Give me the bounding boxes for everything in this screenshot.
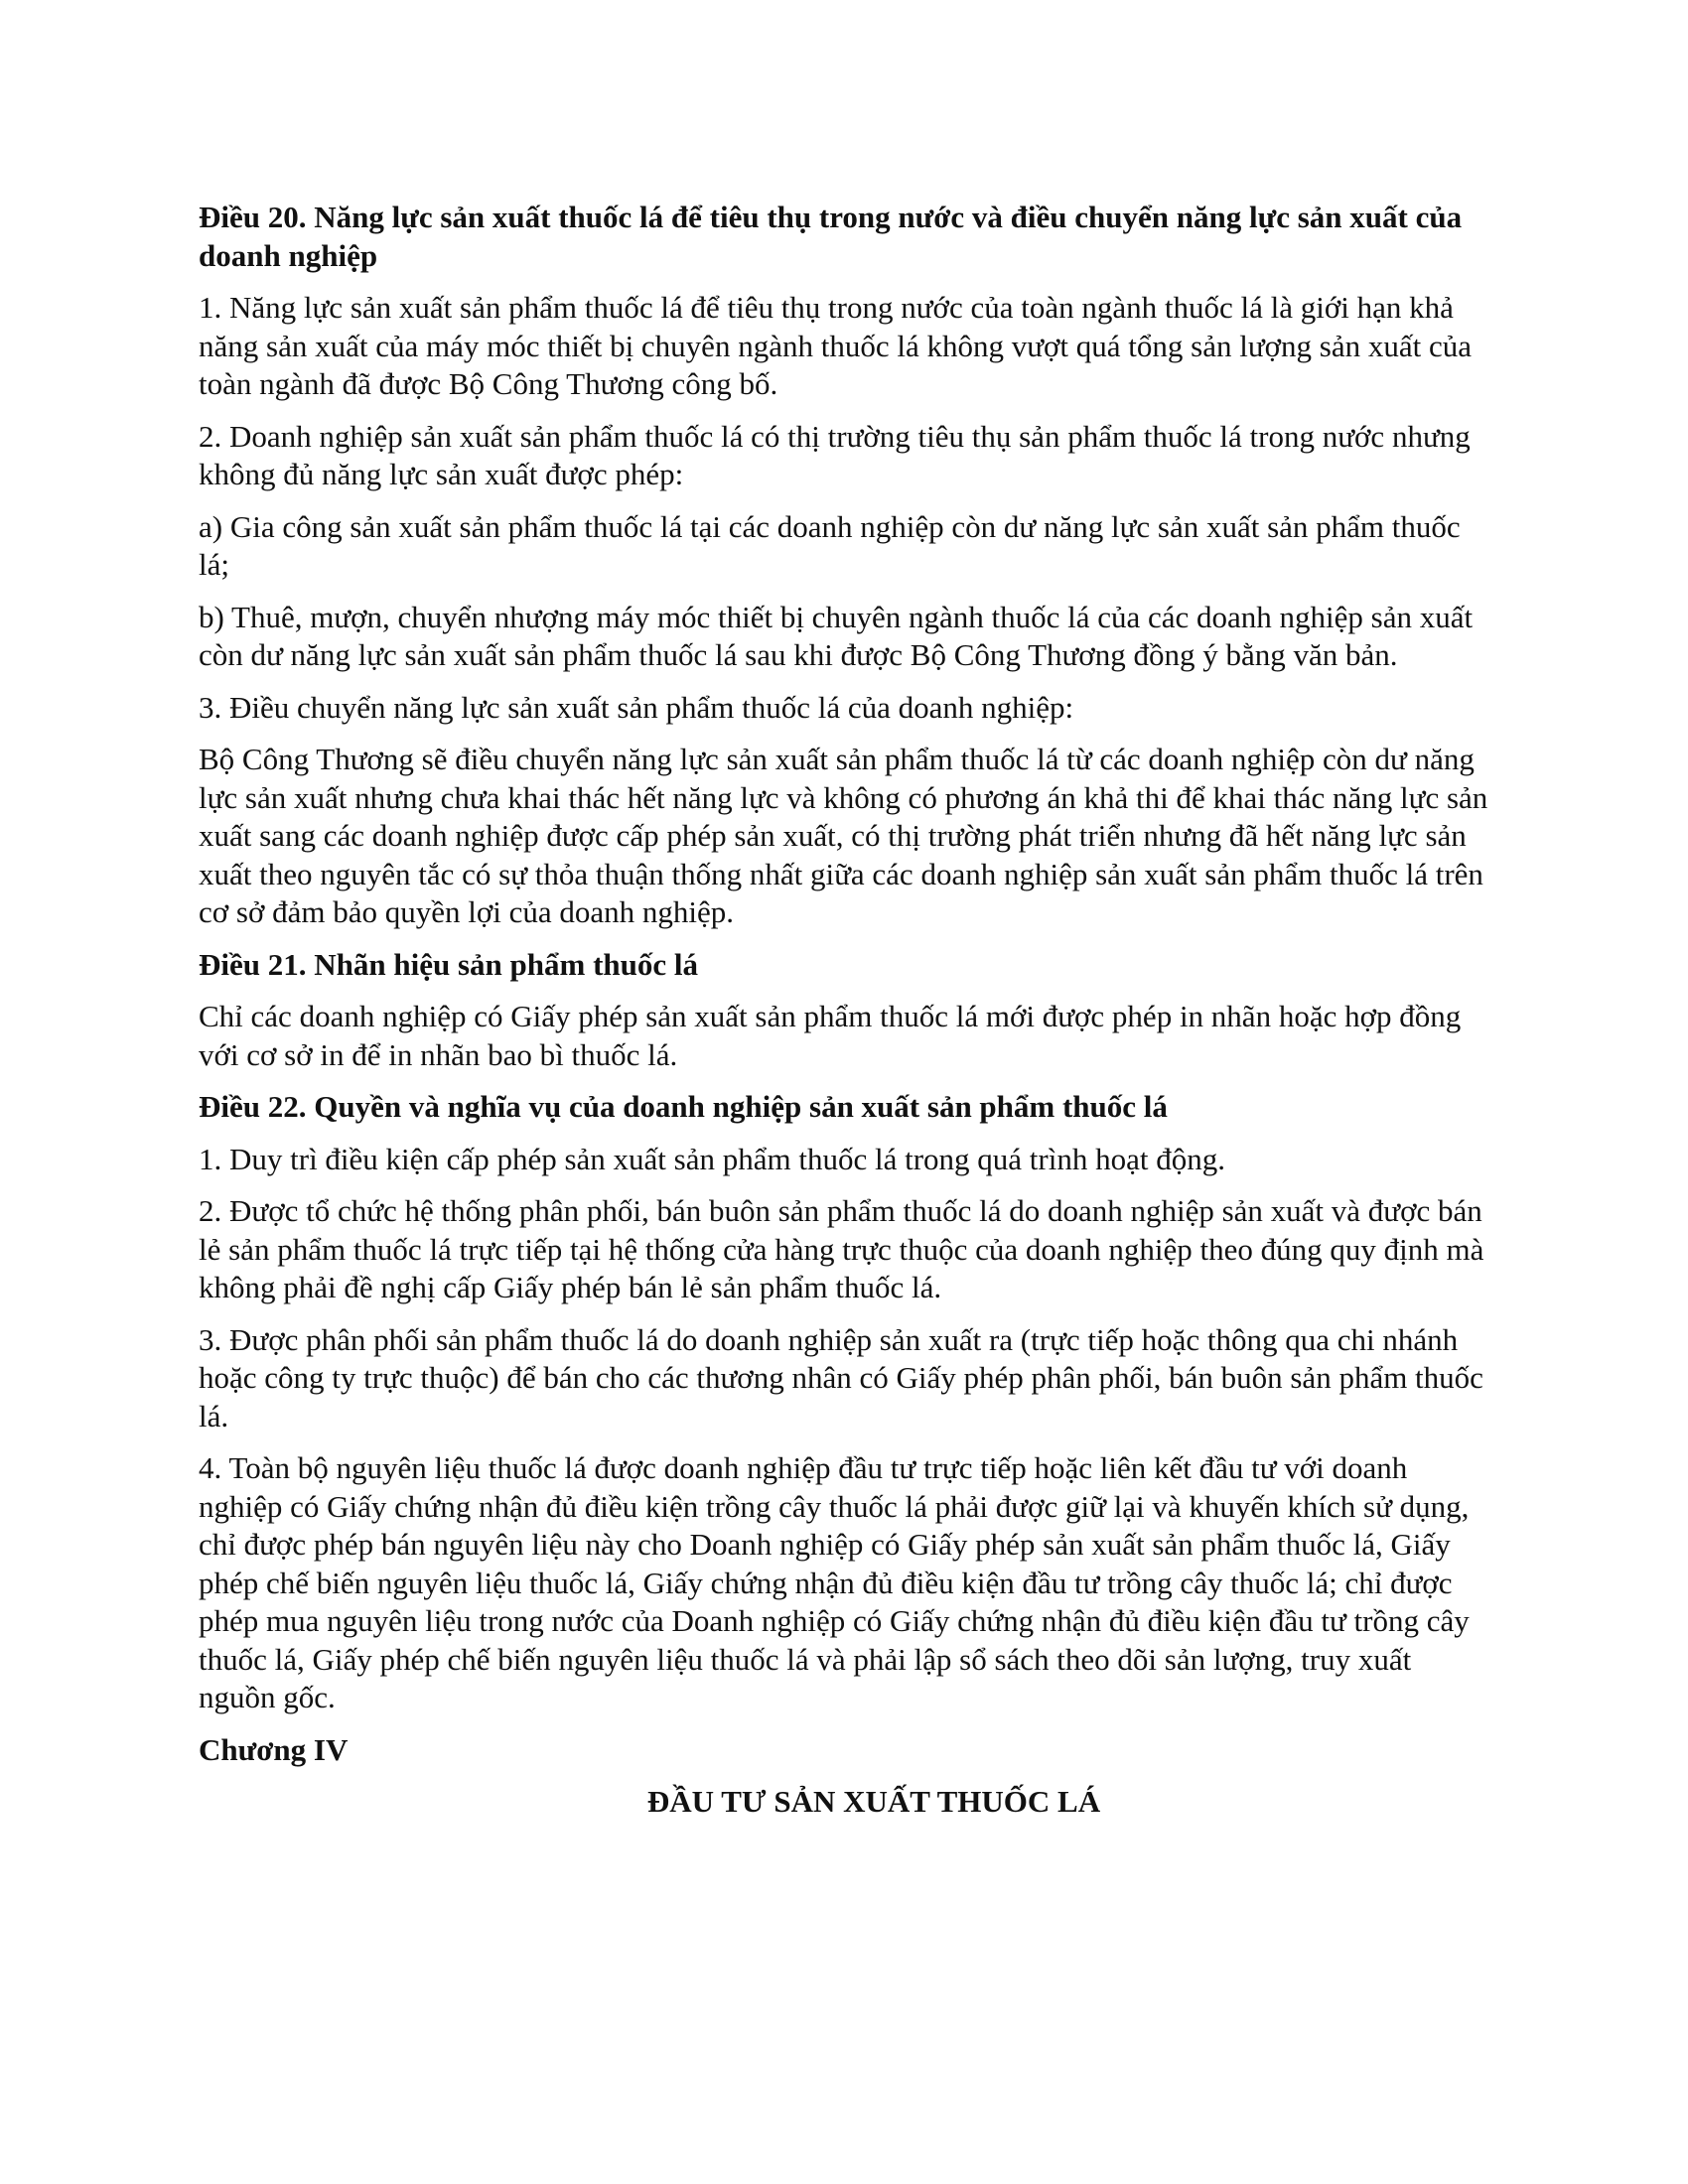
article-20-clause-1: 1. Năng lực sản xuất sản phẩm thuốc lá để tiêu thụ trong nước của toàn ngành thuốc lá là giới hạn khả năng sản xuất của máy móc thiết bị chuyên ngành thuốc lá không vượt quá tổng sản lượng sản xuất của toàn ngành đã được Bộ Công Thương công bố.	[199, 290, 1472, 401]
article-20-clause-2b: b) Thuê, mượn, chuyển nhượng máy móc thiết bị chuyên ngành thuốc lá của các doanh nghiệp sản xuất còn dư năng lực sản xuất sản phẩm thuốc lá sau khi được Bộ Công Thương đồng ý bằng văn bản.	[199, 599, 1474, 672]
chapter-label: Chương IV	[199, 1731, 349, 1767]
article-21-body: Chỉ các doanh nghiệp có Giấy phép sản xuất sản phẩm thuốc lá mới được phép in nhãn hoặc hợp đồng với cơ sở in để in nhãn bao bì thuốc lá.	[199, 999, 1462, 1072]
document-page	[199, 199, 1489, 1836]
article-21-title: Điều 21. Nhãn hiệu sản phẩm thuốc lá	[199, 946, 699, 982]
article-22-clause-3: 3. Được phân phối sản phẩm thuốc lá do doanh nghiệp sản xuất ra (trực tiếp hoặc thông qua chi nhánh hoặc công ty trực thuộc) để bán cho các thương nhân có Giấy phép phân phối, bán buôn sản phẩm thuốc lá.	[199, 1321, 1483, 1433]
article-20-title: Điều 20. Năng lực sản xuất thuốc lá để tiêu thụ trong nước và điều chuyển năng lực sản xuất của doanh nghiệp	[199, 200, 1463, 273]
article-22-clause-2: 2. Được tổ chức hệ thống phân phối, bán buôn sản phẩm thuốc lá do doanh nghiệp sản xuất và được bán lẻ sản phẩm thuốc lá trực tiếp tại hệ thống cửa hàng trực thuộc của doanh nghiệp theo đúng quy định mà không phải đề nghị cấp Giấy phép bán lẻ sản phẩm thuốc lá.	[199, 1193, 1484, 1304]
article-20-clause-2a: a) Gia công sản xuất sản phẩm thuốc lá tại các doanh nghiệp còn dư năng lực sản xuất sản phẩm thuốc lá;	[199, 508, 1461, 582]
article-22-title: Điều 22. Quyền và nghĩa vụ của doanh nghiệp sản xuất sản phẩm thuốc lá	[199, 1089, 1168, 1124]
article-20-clause-3: 3. Điều chuyển năng lực sản xuất sản phẩm thuốc lá của doanh nghiệp:	[199, 689, 1074, 725]
article-22-clause-1: 1. Duy trì điều kiện cấp phép sản xuất sản phẩm thuốc lá trong quá trình hoạt động.	[199, 1141, 1225, 1176]
article-22-clause-4: 4. Toàn bộ nguyên liệu thuốc lá được doanh nghiệp đầu tư trực tiếp hoặc liên kết đầu tư với doanh nghiệp có Giấy chứng nhận đủ điều kiện trồng cây thuốc lá phải được giữ lại và khuyến khích sử dụng, chỉ được phép bán nguyên liệu này cho Doanh nghiệp có Giấy phép sản xuất sản phẩm thuốc lá, Giấy phép chế biến nguyên liệu thuốc lá, Giấy chứng nhận đủ điều kiện đầu tư trồng cây thuốc lá; chỉ được phép mua nguyên liệu trong nước của Doanh nghiệp có Giấy chứng nhận đủ điều kiện đầu tư trồng cây thuốc lá, Giấy phép chế biến nguyên liệu thuốc lá và phải lập sổ sách theo dõi sản lượng, truy xuất nguồn gốc.	[199, 1450, 1470, 1714]
chapter-title: ĐẦU TƯ SẢN XUẤT THUỐC LÁ	[646, 1784, 1101, 1819]
article-20-clause-2: 2. Doanh nghiệp sản xuất sản phẩm thuốc lá có thị trường tiêu thụ sản phẩm thuốc lá trong nước nhưng không đủ năng lực sản xuất được phép:	[199, 418, 1471, 491]
article-20-clause-3-body: Bộ Công Thương sẽ điều chuyển năng lực sản xuất sản phẩm thuốc lá từ các doanh nghiệp còn dư năng lực sản xuất nhưng chưa khai thác hết năng lực và không có phương án khả thi để khai thác năng lực sản xuất sang các doanh nghiệp được cấp phép sản xuất, có thị trường phát triển nhưng đã hết năng lực sản xuất theo nguyên tắc có sự thỏa thuận thống nhất giữa các doanh nghiệp sản xuất sản phẩm thuốc lá trên cơ sở đảm bảo quyền lợi của doanh nghiệp.	[199, 742, 1488, 929]
